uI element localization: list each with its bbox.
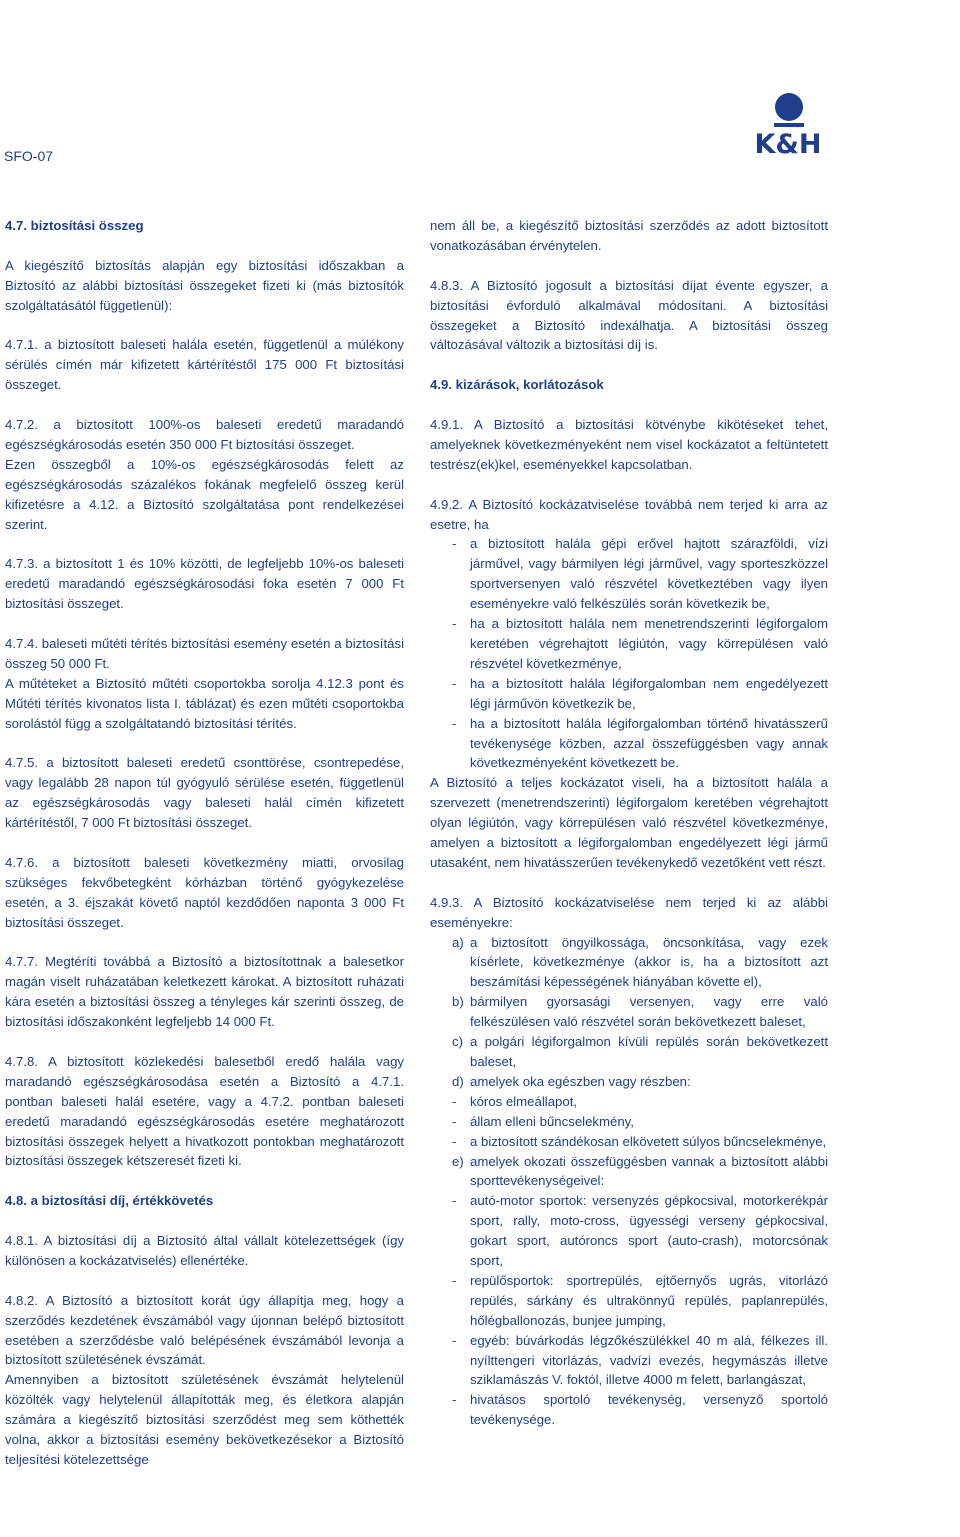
paragraph-4-7-2a: 4.7.2. a biztosított 100%-os baleseti eredetű maradandó egészségkárosodás esetén 350 000 Ft biztosítási összeget.	[5, 417, 404, 452]
list-text: a biztosított öngyilkossága, öncsonkítása, vagy ezek kísérlete, következménye (akkor is, ha a biztosított azt beszámítási képességének hiányában követte el),	[470, 934, 828, 990]
paragraph-4-7-2b: Ezen összegből a 10%-os egészségkárosodás felett az egészségkárosodás százalékos fokának megfelelő összeg kerül kifizetésre a 4.12. a Biztosító szolgáltatása pont rendelkezései szerint.	[5, 456, 404, 532]
paragraph-4-8-1: 4.8.1. A biztosítási díj a Biztosító által vállalt kötelezettségek (így különösen a kockázatviselés) ellenértéke.	[5, 1233, 404, 1268]
logo-circle-icon	[744, 90, 832, 134]
list-4-9-3-e-items	[430, 1191, 828, 1430]
logo-text: K&H	[754, 129, 822, 160]
section-4-7-title: 4.7. biztosítási összeg	[5, 218, 144, 233]
list-text: amelyek oka egészben vagy részben:	[470, 1073, 691, 1089]
paragraph-4-9-1: 4.9.1. A Biztosító a biztosítási kötvénybe kikötéseket tehet, amelyeknek következményeként nem visel kockázatot a feltüntetett testrész(ek)kel, eseményekkel kapcsolatban.	[430, 417, 828, 472]
list-item: - állam elleni bűncselekmény,	[430, 1112, 828, 1132]
left-column	[5, 216, 404, 1470]
list-item: - a biztosított szándékosan elkövetett súlyos bűncselekménye,	[430, 1132, 828, 1152]
list-label: a)	[452, 934, 464, 950]
list-item: - ha a biztosított halála légiforgalomban történő hivatásszerű tevékenysége közben, azzal összefüggésben vagy annak következményeként következett be.	[430, 714, 828, 774]
list-4-9-3-e	[430, 1152, 828, 1192]
paragraph-4-7-4b: A műtéteket a Biztosító műtéti csoportokba sorolja 4.12.3 pont és Műtéti térítés kivonatos lista I. táblázat) és ezen műtéti csoportokba sorolástól függ a szolgáltatandó biztosítási térítés.	[5, 675, 404, 731]
list-text: amelyek okozati összefüggésben vannak a biztosított alábbi sporttevékenységeivel:	[470, 1153, 828, 1189]
list-item: - autó-motor sportok: versenyzés gépkocsival, motorkerékpár sport, rally, moto-cross, ügyességi verseny gépkocsival, gokart sport, autóroncs sport (auto-crash), motorcsónak sport,	[430, 1191, 828, 1271]
paragraph-4-9-3-intro: 4.9.3. A Biztosító kockázatviselése nem terjed ki az alábbi eseményekre:	[430, 894, 828, 930]
list-4-9-3-d	[430, 1092, 828, 1152]
list-item: - a biztosított halála gépi erővel hajtott szárazföldi, vízi járművel, vagy bármilyen légi járművel, vagy sporteszközzel sportversenyen való részvétel következtében vagy ilyen eseményekre való felkészülés során következik be,	[430, 534, 828, 614]
list-item: - egyéb: búvárkodás légzőkészülékkel 40 m alá, félkezes ill. nyílttengeri vitorlázás, vadvízi evezés, hegymászás illetve sziklamászás V. foktól, illetve 4000 m felett, barlangászat,	[430, 1331, 828, 1391]
list-text: bármilyen gyorsasági versenyen, vagy erre való felkészülésen való részvétel során bekövetkezett baleset,	[470, 994, 828, 1030]
list-label: b)	[452, 994, 464, 1010]
paragraph-4-8-2b: Amennyiben a biztosított születésének évszámát helytelenül közölték vagy helytelenül állapították meg, és életkora alapján számára a kiegészítő biztosítási szerződést meg sem köthették volna, akkor a biztosítási esemény bekövetkezésekor a Biztosító teljesítési kötelezettsége	[5, 1372, 404, 1467]
section-4-9-title: 4.9. kizárások, korlátozások	[430, 377, 604, 393]
paragraph-4-7-3: 4.7.3. a biztosított 1 és 10% közötti, de legfeljebb 10%-os baleseti eredetű maradandó egészségkárosodási foka esetén 7 000 Ft biztosítási összeget.	[5, 556, 404, 612]
list-item-a	[430, 933, 828, 993]
list-item: - repülősportok: sportrepülés, ejtőernyős ugrás, vitorlázó repülés, sárkány és ultrakönnyű repülés, paplanrepülés, hőlégballonozás, bunjee jumping,	[430, 1271, 828, 1331]
paragraph-4-7-1: 4.7.1. a biztosított baleseti halála esetén, függetlenül a múlékony sérülés címén már kifizetett kártérítéstől 175 000 Ft biztosítási összeget.	[5, 337, 404, 393]
list-item: - ha a biztosított halála légiforgalomban nem engedélyezett légi járművön következik be,	[430, 674, 828, 714]
paragraph-4-9-2-intro: 4.9.2. A Biztosító kockázatviselése továbbá nem terjed ki arra az esetre, ha	[430, 496, 828, 532]
list-item: - hivatásos sportoló tevékenység, versenyző sportoló tevékenysége.	[430, 1390, 828, 1430]
list-item: - kóros elmeállapot,	[430, 1092, 828, 1112]
list-4-9-3	[430, 933, 828, 1092]
paragraph-4-8-2c: nem áll be, a kiegészítő biztosítási szerződés az adott biztosított vonatkozásában érvénytelen.	[430, 218, 828, 253]
list-label: d)	[452, 1073, 464, 1089]
paragraph-4-8-2a: 4.8.2. A Biztosító a biztosított korát úgy állapítja meg, hogy a szerződés kezdetének évszámából vagy újonnan belépő biztosított esetében a szerződésbe való belépésének évszámából levonja a biztosított születésének évszámát.	[5, 1292, 404, 1368]
section-4-8-title: 4.8. a biztosítási díj, értékkövetés	[5, 1193, 214, 1209]
list-4-9-2	[430, 534, 828, 773]
paragraph-4-7-8: 4.7.8. A biztosított közlekedési balesetből eredő halála vagy maradandó egészségkárosodása esetén a Biztosító a 4.7.1. pontban baleseti halál esetére, vagy a 4.7.2. pontban baleseti eredetű maradandó egészségkárosodás esetére meghatározott biztosítási összegek helyett a hivatkozott pontokban meghatározott biztosítási összegek kétszeresét fizeti ki.	[5, 1053, 404, 1169]
right-column	[430, 216, 828, 1430]
paragraph-4-9-2-after: A Biztosító a teljes kockázatot viseli, ha a biztosított halála a szervezett (menetrendszerinti) légiforgalom keretében végrehajtott olyan légiútón, vagy körrepülésen való részvétel következménye, amelyen a biztosított a légiforgalomban engedélyezett légi jármű utasaként, nem hivatásszerűen tevékenykedő vezetőként vett részt.	[430, 775, 828, 870]
paragraph-4-7-7: 4.7.7. Megtéríti továbbá a Biztosító a biztosítottnak a balesetkor magán viselt ruházatában keletkezett károkat. A biztosított ruházati kára esetén a biztosítási összeg a tényleges kár szerinti összeg, de biztosítási időszakonként legfeljebb 14 000 Ft.	[5, 954, 404, 1030]
kh-logo	[744, 90, 832, 162]
list-label: e)	[452, 1153, 464, 1169]
paragraph-4-7-6: 4.7.6. a biztosított baleseti következmény miatti, orvosilag szükséges fekvőbetegként kórházban történő gyógykezelése esetén, a 3. éjszakát követő naptól kezdődően naponta 3 000 Ft biztosítási összeget.	[5, 854, 404, 930]
document-code: SFO-07	[4, 148, 54, 164]
list-text: a polgári légiforgalmon kívüli repülés során bekövetkezett baleset,	[470, 1034, 828, 1069]
paragraph-4-7-5: 4.7.5. a biztosított baleseti eredetű csonttörése, csontrepedése, vagy legalább 28 napon túl gyógyuló sérülése esetén, függetlenül az egészségkárosodás vagy baleseti halál címén kifizetett kártérítéstől, 7 000 Ft biztosítási összeget.	[5, 755, 404, 831]
list-item-c	[430, 1032, 828, 1072]
list-item-d	[430, 1072, 828, 1092]
paragraph-4-8-3: 4.8.3. A Biztosító jogosult a biztosítási díjat évente egyszer, a biztosítási évforduló alkalmával módosítani. A biztosítási összegeket a Biztosító indexálhatja. A biztosítási összeg változásával változik a biztosítási díj is.	[430, 277, 828, 353]
list-label: c)	[452, 1034, 463, 1050]
list-item-e	[430, 1152, 828, 1192]
paragraph-4-7-intro: A kiegészítő biztosítás alapján egy biztosítási időszakban a Biztosító az alábbi biztosítási összegeket fizeti ki (más biztosítók szolgáltatásától függetlenül):	[5, 257, 404, 313]
paragraph-4-7-4a: 4.7.4. baleseti műtéti térítés biztosítási esemény esetén a biztosítási összeg 50 000 Ft.	[5, 635, 404, 671]
list-item-b	[430, 992, 828, 1032]
list-item: - ha a biztosított halála nem menetrendszerinti légiforgalom keretében végrehajtott légiútón, vagy körrepülésen való részvétel következménye,	[430, 614, 828, 674]
